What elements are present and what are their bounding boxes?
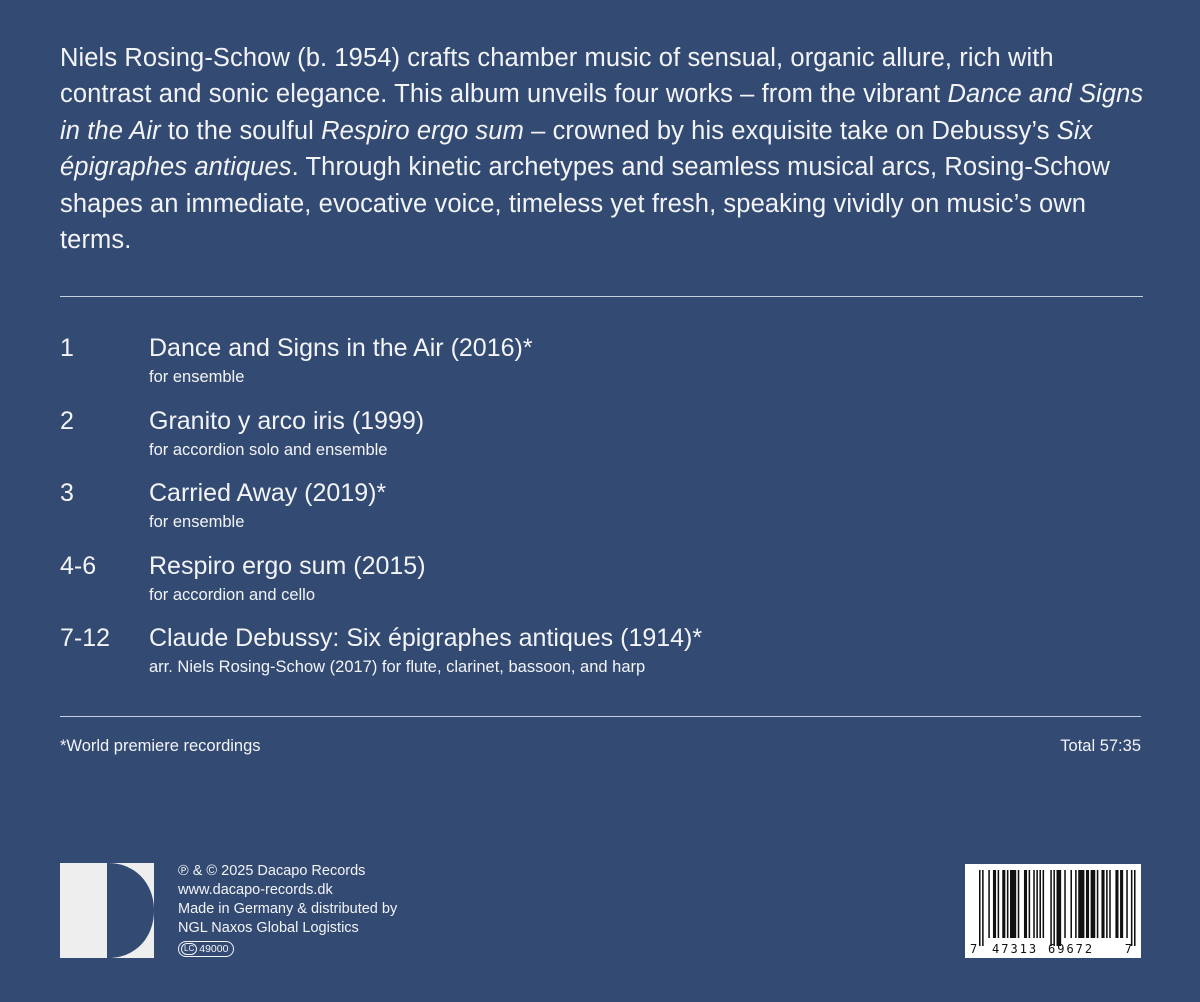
barcode-bar [1131,870,1133,946]
footnote: *World premiere recordings [60,737,261,755]
website-line: www.dacapo-records.dk [178,882,333,898]
track-number: 2 [60,406,74,435]
track-row [0,622,1200,682]
work-title-italic: Respiro ergo sum [321,116,524,145]
label-code-mark: LC [181,943,197,955]
track-subtitle: for ensemble [149,368,245,386]
divider-top [60,296,1143,297]
barcode-bar [1101,870,1104,938]
barcode [965,864,1141,958]
barcode-bar [1091,870,1096,938]
label-info [178,862,397,958]
track-number: 7-12 [60,624,111,653]
work-title-italic: Dance and Signs in the Air [60,80,1144,145]
track-subtitle: arr. Niels Rosing-Schow (2017) for flute, clarinet, bassoon, and harp [149,658,646,677]
track-subtitle: for accordion and cello [149,585,316,604]
barcode-bar [1078,870,1084,938]
barcode-bar [1070,870,1072,938]
label-code-number: 49000 [199,943,229,955]
barcode-digits: 69672 [1048,942,1095,956]
barcode-bar [1120,870,1123,938]
description-text: Niels Rosing-Schow (b. 1954) crafts chamber music of sensual, organic allure, rich with contrast and sonic elegance. This album unveils four works – from the vibrant [60,44,1054,109]
barcode-bar [1115,870,1118,938]
description-text: – crowned by his exquisite take on Debussy’s [523,116,1057,145]
copyright-line: ℗ & © 2025 Dacapo Records [178,863,366,879]
made-in-line: Made in Germany & distributed by [178,901,398,917]
barcode-bar [998,870,1000,938]
track-row [0,332,1200,392]
distributor-line: NGL Naxos Global Logistics [178,920,359,936]
track-number: 4-6 [60,551,97,580]
barcode-bar [1007,870,1009,938]
barcode-bar [1097,870,1099,938]
track-title: Granito y arco iris (1999) [149,406,425,435]
barcode-bar [1075,870,1077,938]
barcode-bar [1039,870,1041,938]
description-text: . Through kinetic archetypes and seamless musical arcs, Rosing-Schow shapes an immediate, evocative voice, timeless yet fresh, speaking vividly on music’s own terms. [60,153,1111,255]
track-number: 1 [60,334,74,362]
barcode-bar [1010,870,1016,938]
barcode-bar [1033,870,1035,938]
barcode-bar [1109,870,1111,938]
track-row [0,477,1200,537]
work-title-italic: Six épigraphes antiques [60,116,1093,182]
barcode-bar [988,870,990,938]
barcode-bar [1024,870,1027,938]
barcode-bar [1053,870,1055,946]
barcode-digits: 7 [970,942,980,956]
barcode-digits: 7 [1124,942,1134,956]
barcode-bar [1029,870,1031,938]
barcode-bar [1086,870,1089,938]
barcode-bar [1134,870,1136,946]
description-text: to the soulful [160,116,322,145]
barcode-bar [1106,870,1108,938]
divider-bottom [60,716,1141,717]
barcode-bar [1036,870,1038,938]
track-title: Claude Debussy: Six épigraphes antiques (1914)* [149,624,703,653]
barcode-bar [1018,870,1020,938]
dacapo-logo-icon [60,863,154,958]
track-title: Respiro ergo sum (2015) [149,551,426,580]
barcode-bar [979,870,981,946]
barcode-bar [1064,870,1066,938]
total-duration: Total 57:35 [1060,737,1141,755]
track-subtitle: for ensemble [149,513,245,532]
track-row [0,405,1200,465]
track-number: 3 [60,479,74,508]
track-title: Carried Away (2019)* [149,479,387,508]
album-description [60,40,1150,258]
track-row [0,550,1200,610]
barcode-bar [1043,870,1045,938]
barcode-bar [1002,870,1005,938]
barcode-bar [982,870,984,946]
barcode-bar [1050,870,1052,946]
track-title: Dance and Signs in the Air (2016)* [149,334,533,362]
barcode-bar [1126,870,1128,938]
track-subtitle: for accordion solo and ensemble [149,440,388,459]
label-code-badge [178,941,234,957]
barcode-digits: 47313 [992,942,1039,956]
barcode-bar [993,870,996,938]
barcode-bar [1057,870,1062,946]
